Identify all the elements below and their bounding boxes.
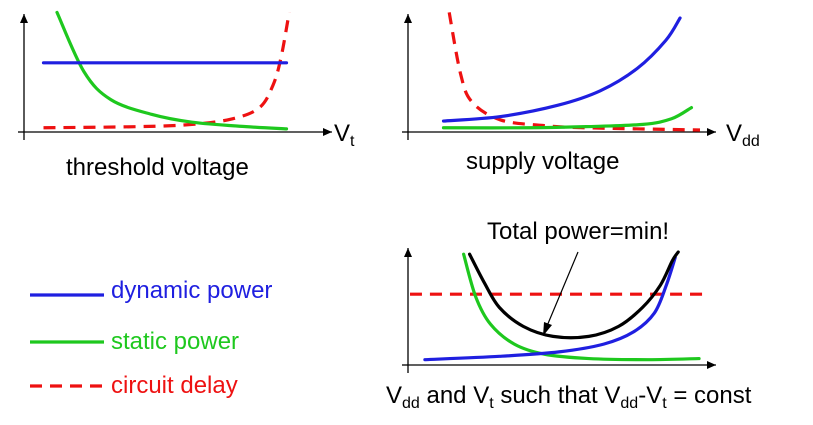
chart1-x-axis-arrowhead [323, 128, 332, 136]
legend-label-static-power: static power [111, 328, 240, 355]
chart2-x-axis-label: $V_{dd}$ [726, 120, 760, 150]
chart2-series-dynamic-power [444, 18, 681, 121]
bottom-caption: $V_{dd}$ and $V_t$ such that $V_{dd}-V_t$ = const [386, 382, 752, 412]
legend-label-circuit-delay: circuit delay [111, 372, 238, 399]
chart1-y-axis-arrowhead [20, 14, 28, 23]
legend-label-dynamic-power: dynamic power [111, 277, 273, 304]
chart1-title: threshold voltage [66, 154, 249, 181]
chart2-y-axis-arrowhead [404, 14, 412, 23]
annotation-arrow-line [547, 252, 578, 326]
chart2-series-circuit-delay [449, 12, 700, 130]
chart3-x-axis-arrowhead [707, 361, 716, 369]
chart1-x-axis-label: $V_t$ [334, 120, 355, 150]
chart1-series-circuit-delay [44, 12, 290, 127]
chart2-x-axis-arrowhead [707, 128, 716, 136]
total-power-min-annotation: Total power=min! [487, 218, 670, 245]
chart3-y-axis-arrowhead [404, 248, 412, 257]
chart2-title: supply voltage [466, 148, 620, 175]
chart3-series-dynamic-power [425, 258, 675, 360]
